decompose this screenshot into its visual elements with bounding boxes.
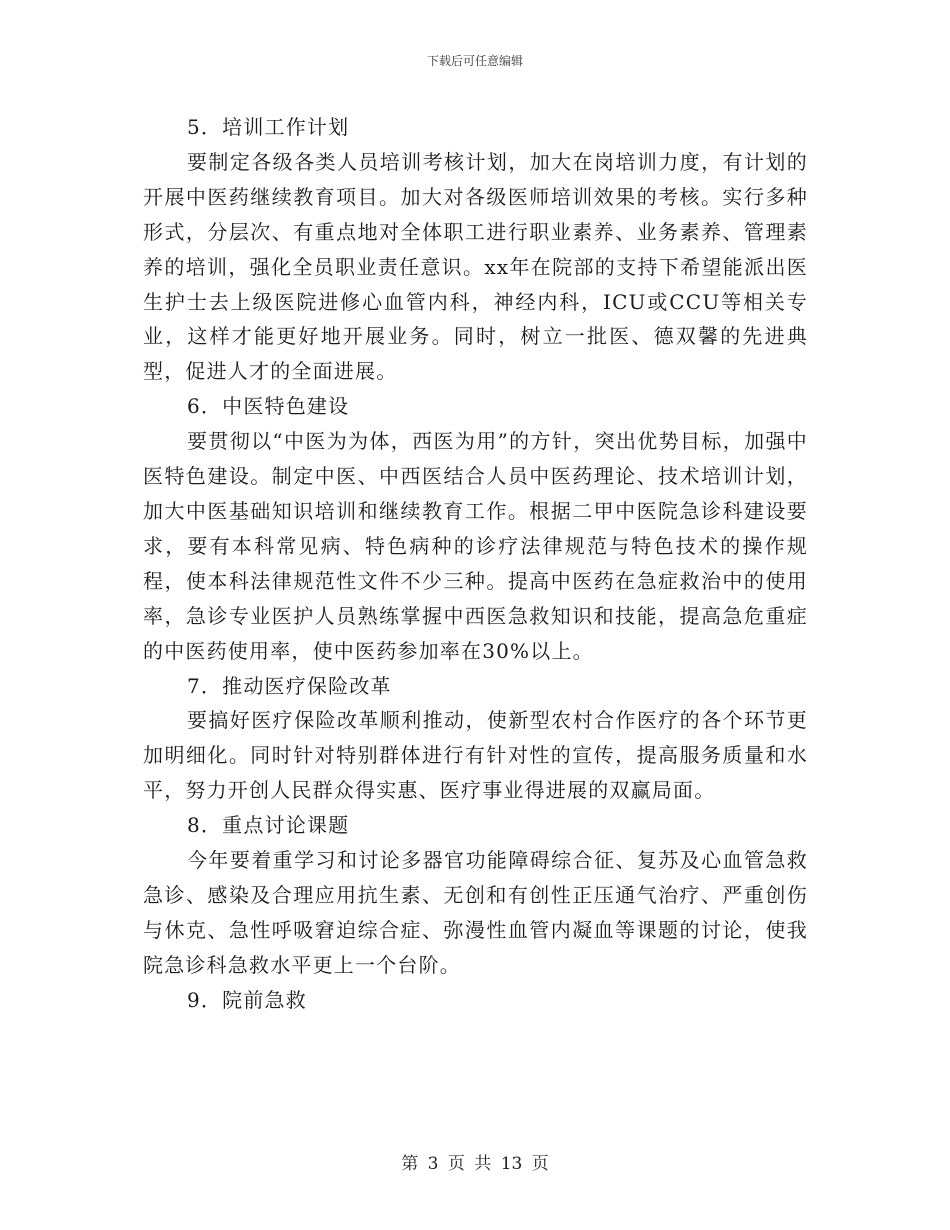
page-number-footer: 第 3 页 共 13 页 (401, 1154, 549, 1174)
section-8-paragraph: 今年要着重学习和讨论多器官功能障碍综合征、复苏及心血管急救急诊、感染及合理应用抗生素、无创和有创性正压通气治疗、严重创伤与休克、急性呼吸窘迫综合症、弥漫性血管内凝血等课题的讨论，使我院急诊科急救水平更上一个台阶。 (143, 848, 808, 977)
section-7-paragraph: 要搞好医疗保险改革顺利推动，使新型农村合作医疗的各个环节更加明细化。同时针对特别群体进行有针对性的宣传，提高服务质量和水平，努力开创人民群众得实惠、医疗事业得进展的双赢局面。 (143, 708, 808, 803)
section-7-heading: 7．推动医疗保险改革 (187, 673, 392, 698)
section-8-heading: 8．重点讨论课题 (187, 813, 350, 838)
section-6-heading: 6．中医特色建设 (187, 394, 350, 419)
section-5-paragraph: 要制定各级各类人员培训考核计划，加大在岗培训力度，有计划的开展中医药继续教育项目。加大对各级医师培训效果的考核。实行多种形式，分层次、有重点地对全体职工进行职业素养、业务素养、管理素养的培训，强化全员职业责任意识。xx年在院部的支持下希望能派出医生护士去上级医院进修心血管内科，神经内科，ICU或CCU等相关专业，这样才能更好地开展业务。同时，树立一批医、德双馨的先进典型，促进人才的全面进展。 (143, 149, 808, 384)
document-body (143, 110, 808, 1018)
section-9-heading: 9．院前急救 (187, 987, 307, 1012)
section-6-paragraph: 要贯彻以“中医为为体，西医为用”的方针，突出优势目标，加强中医特色建设。制定中医、中西医结合人员中医药理论、技术培训计划，加大中医基础知识培训和继续教育工作。根据二甲中医院急诊科建设要求，要有本科常见病、特色病种的诊疗法律规范与特色技术的操作规程，使本科法律规范性文件不少三种。提高中医药在急症救治中的使用率，急诊专业医护人员熟练掌握中西医急救知识和技能，提高急危重症的中医药使用率，使中医药参加率在30%以上。 (143, 429, 808, 663)
section-5-heading: 5．培训工作计划 (187, 115, 350, 139)
page-header-note: 下载后可任意编辑 (426, 54, 523, 68)
